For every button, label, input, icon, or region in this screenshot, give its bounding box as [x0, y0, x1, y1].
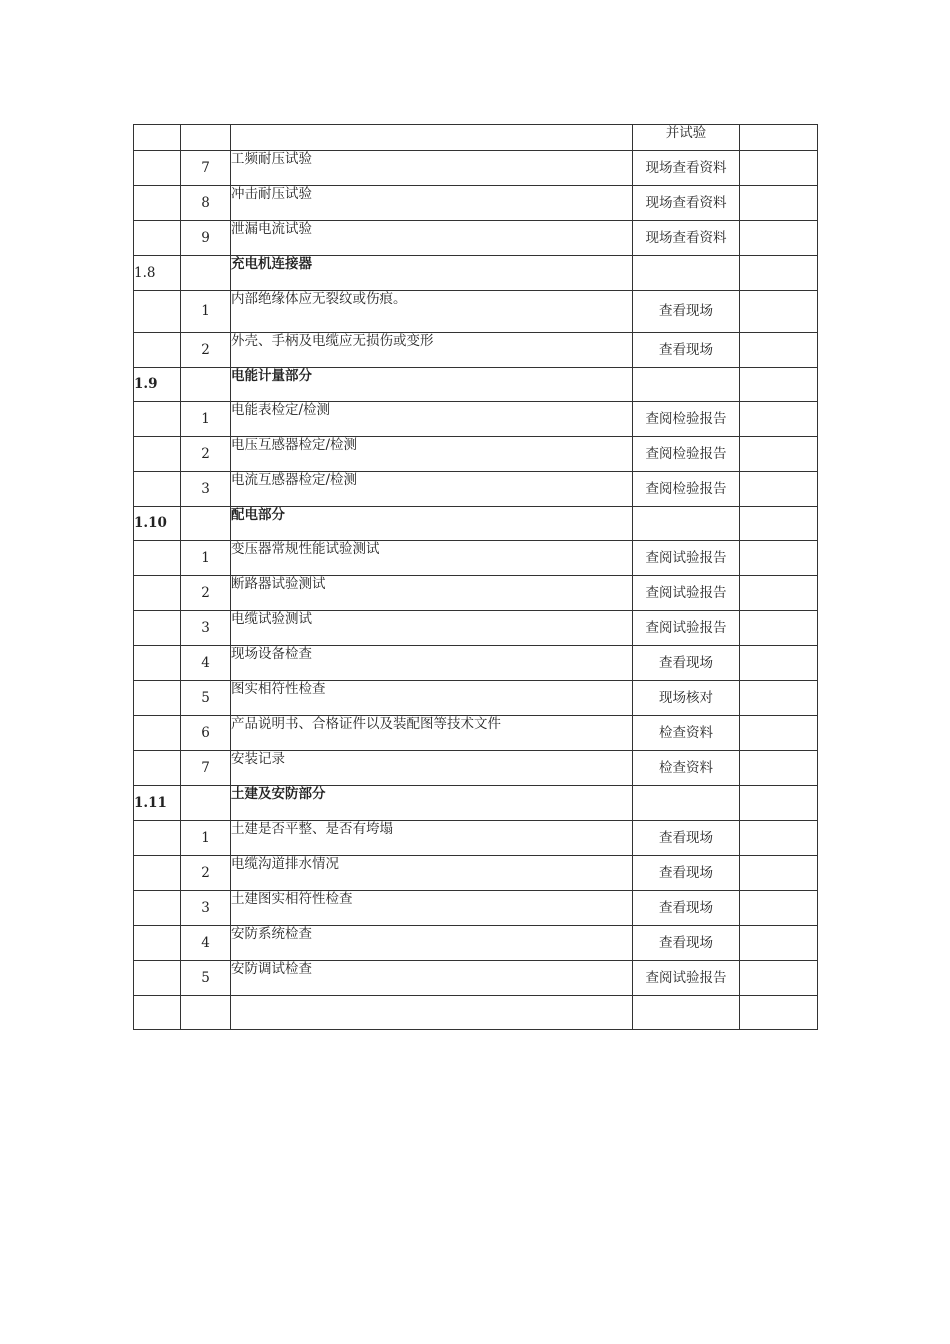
item-text-cell: 现场设备检查 [231, 646, 633, 681]
item-text-cell: 内部绝缘体应无裂纹或伤痕。 [231, 291, 633, 333]
table-row [134, 646, 818, 681]
table-row [134, 926, 818, 961]
method-cell: 查看现场 [633, 891, 740, 926]
item-number-cell: 1 [181, 402, 231, 437]
table-row [134, 891, 818, 926]
method-cell: 现场查看资料 [633, 186, 740, 221]
method-cell [633, 996, 740, 1030]
method-cell: 查阅试验报告 [633, 576, 740, 611]
section-number-cell [134, 926, 181, 961]
item-text-cell: 土建是否平整、是否有垮塌 [231, 821, 633, 856]
section-number-cell [134, 961, 181, 996]
table-row [134, 716, 818, 751]
method-cell: 检查资料 [633, 751, 740, 786]
method-cell [633, 786, 740, 821]
section-number-cell [134, 576, 181, 611]
section-number-cell [134, 891, 181, 926]
item-text-cell [231, 125, 633, 151]
section-number-cell [134, 751, 181, 786]
method-cell: 检查资料 [633, 716, 740, 751]
remark-cell [740, 151, 818, 186]
method-cell [633, 368, 740, 402]
item-text-cell: 断路器试验测试 [231, 576, 633, 611]
remark-cell [740, 856, 818, 891]
remark-cell [740, 291, 818, 333]
item-number-cell: 4 [181, 646, 231, 681]
method-cell: 查阅检验报告 [633, 472, 740, 507]
method-cell: 查阅试验报告 [633, 611, 740, 646]
section-number-cell [134, 541, 181, 576]
method-cell: 查看现场 [633, 333, 740, 368]
section-number-cell [134, 856, 181, 891]
section-title-cell: 土建及安防部分 [231, 786, 633, 821]
item-text-cell: 电流互感器检定/检测 [231, 472, 633, 507]
remark-cell [740, 646, 818, 681]
method-cell: 查看现场 [633, 821, 740, 856]
table-row [134, 472, 818, 507]
table-row [134, 291, 818, 333]
method-cell: 查阅试验报告 [633, 541, 740, 576]
remark-cell [740, 891, 818, 926]
method-cell: 查看现场 [633, 856, 740, 891]
item-number-cell: 5 [181, 681, 231, 716]
section-number-cell [134, 996, 181, 1030]
section-row [134, 507, 818, 541]
remark-cell [740, 786, 818, 821]
item-number-cell: 4 [181, 926, 231, 961]
item-number-cell: 2 [181, 856, 231, 891]
item-number-cell [181, 507, 231, 541]
remark-cell [740, 681, 818, 716]
table-row [134, 186, 818, 221]
section-title-cell: 配电部分 [231, 507, 633, 541]
section-number-cell [134, 437, 181, 472]
table-row [134, 151, 818, 186]
section-title-cell: 充电机连接器 [231, 256, 633, 291]
item-number-cell: 2 [181, 333, 231, 368]
table-row [134, 611, 818, 646]
method-cell: 并试验 [633, 125, 740, 151]
table-row [134, 402, 818, 437]
item-number-cell [181, 996, 231, 1030]
inspection-table-body [134, 125, 818, 1030]
method-cell: 查阅试验报告 [633, 961, 740, 996]
remark-cell [740, 926, 818, 961]
section-number-cell: 1.9 [134, 368, 181, 402]
item-text-cell: 安防系统检查 [231, 926, 633, 961]
item-number-cell: 3 [181, 472, 231, 507]
table-row [134, 125, 818, 151]
item-number-cell [181, 256, 231, 291]
section-number-cell [134, 221, 181, 256]
item-text-cell [231, 996, 633, 1030]
item-number-cell: 9 [181, 221, 231, 256]
remark-cell [740, 368, 818, 402]
item-text-cell: 安装记录 [231, 751, 633, 786]
section-number-cell: 1.11 [134, 786, 181, 821]
section-title-cell: 电能计量部分 [231, 368, 633, 402]
item-number-cell [181, 368, 231, 402]
method-cell: 现场查看资料 [633, 151, 740, 186]
table-row [134, 681, 818, 716]
item-text-cell: 电能表检定/检测 [231, 402, 633, 437]
remark-cell [740, 611, 818, 646]
table-row [134, 221, 818, 256]
section-row [134, 256, 818, 291]
table-row [134, 856, 818, 891]
method-cell [633, 256, 740, 291]
section-number-cell [134, 472, 181, 507]
item-text-cell: 外壳、手柄及电缆应无损伤或变形 [231, 333, 633, 368]
remark-cell [740, 751, 818, 786]
section-number-cell [134, 821, 181, 856]
item-text-cell: 冲击耐压试验 [231, 186, 633, 221]
method-cell: 查阅检验报告 [633, 437, 740, 472]
remark-cell [740, 507, 818, 541]
table-row [134, 996, 818, 1030]
item-number-cell: 8 [181, 186, 231, 221]
item-text-cell: 电压互感器检定/检测 [231, 437, 633, 472]
item-number-cell: 3 [181, 611, 231, 646]
remark-cell [740, 821, 818, 856]
table-row [134, 541, 818, 576]
item-text-cell: 土建图实相符性检查 [231, 891, 633, 926]
table-row [134, 576, 818, 611]
table-row [134, 333, 818, 368]
item-number-cell: 6 [181, 716, 231, 751]
remark-cell [740, 186, 818, 221]
item-text-cell: 产品说明书、合格证件以及装配图等技术文件 [231, 716, 633, 751]
section-number-cell [134, 186, 181, 221]
item-text-cell: 变压器常规性能试验测试 [231, 541, 633, 576]
item-number-cell: 7 [181, 151, 231, 186]
section-number-cell [134, 681, 181, 716]
remark-cell [740, 576, 818, 611]
section-number-cell [134, 646, 181, 681]
item-number-cell: 5 [181, 961, 231, 996]
method-cell: 现场核对 [633, 681, 740, 716]
item-number-cell: 7 [181, 751, 231, 786]
item-text-cell: 图实相符性检查 [231, 681, 633, 716]
remark-cell [740, 996, 818, 1030]
remark-cell [740, 402, 818, 437]
method-cell: 查看现场 [633, 926, 740, 961]
section-row [134, 368, 818, 402]
section-number-cell [134, 151, 181, 186]
section-row [134, 786, 818, 821]
method-cell: 查阅检验报告 [633, 402, 740, 437]
remark-cell [740, 256, 818, 291]
method-cell [633, 507, 740, 541]
method-cell: 查看现场 [633, 646, 740, 681]
section-number-cell [134, 291, 181, 333]
remark-cell [740, 541, 818, 576]
section-number-cell [134, 402, 181, 437]
item-number-cell: 1 [181, 541, 231, 576]
method-cell: 现场查看资料 [633, 221, 740, 256]
remark-cell [740, 472, 818, 507]
section-number-cell [134, 125, 181, 151]
remark-cell [740, 333, 818, 368]
section-number-cell [134, 333, 181, 368]
remark-cell [740, 437, 818, 472]
table-row [134, 751, 818, 786]
remark-cell [740, 716, 818, 751]
item-number-cell: 1 [181, 291, 231, 333]
item-text-cell: 电缆试验测试 [231, 611, 633, 646]
inspection-table [133, 124, 818, 1030]
remark-cell [740, 961, 818, 996]
table-row [134, 961, 818, 996]
item-number-cell [181, 786, 231, 821]
item-number-cell: 1 [181, 821, 231, 856]
item-number-cell: 2 [181, 437, 231, 472]
item-number-cell [181, 125, 231, 151]
table-row [134, 821, 818, 856]
item-number-cell: 2 [181, 576, 231, 611]
section-number-cell: 1.8 [134, 256, 181, 291]
remark-cell [740, 221, 818, 256]
section-number-cell [134, 716, 181, 751]
item-text-cell: 泄漏电流试验 [231, 221, 633, 256]
item-number-cell: 3 [181, 891, 231, 926]
table-row [134, 437, 818, 472]
item-text-cell: 电缆沟道排水情况 [231, 856, 633, 891]
section-number-cell: 1.10 [134, 507, 181, 541]
remark-cell [740, 125, 818, 151]
item-text-cell: 工频耐压试验 [231, 151, 633, 186]
item-text-cell: 安防调试检查 [231, 961, 633, 996]
method-cell: 查看现场 [633, 291, 740, 333]
section-number-cell [134, 611, 181, 646]
